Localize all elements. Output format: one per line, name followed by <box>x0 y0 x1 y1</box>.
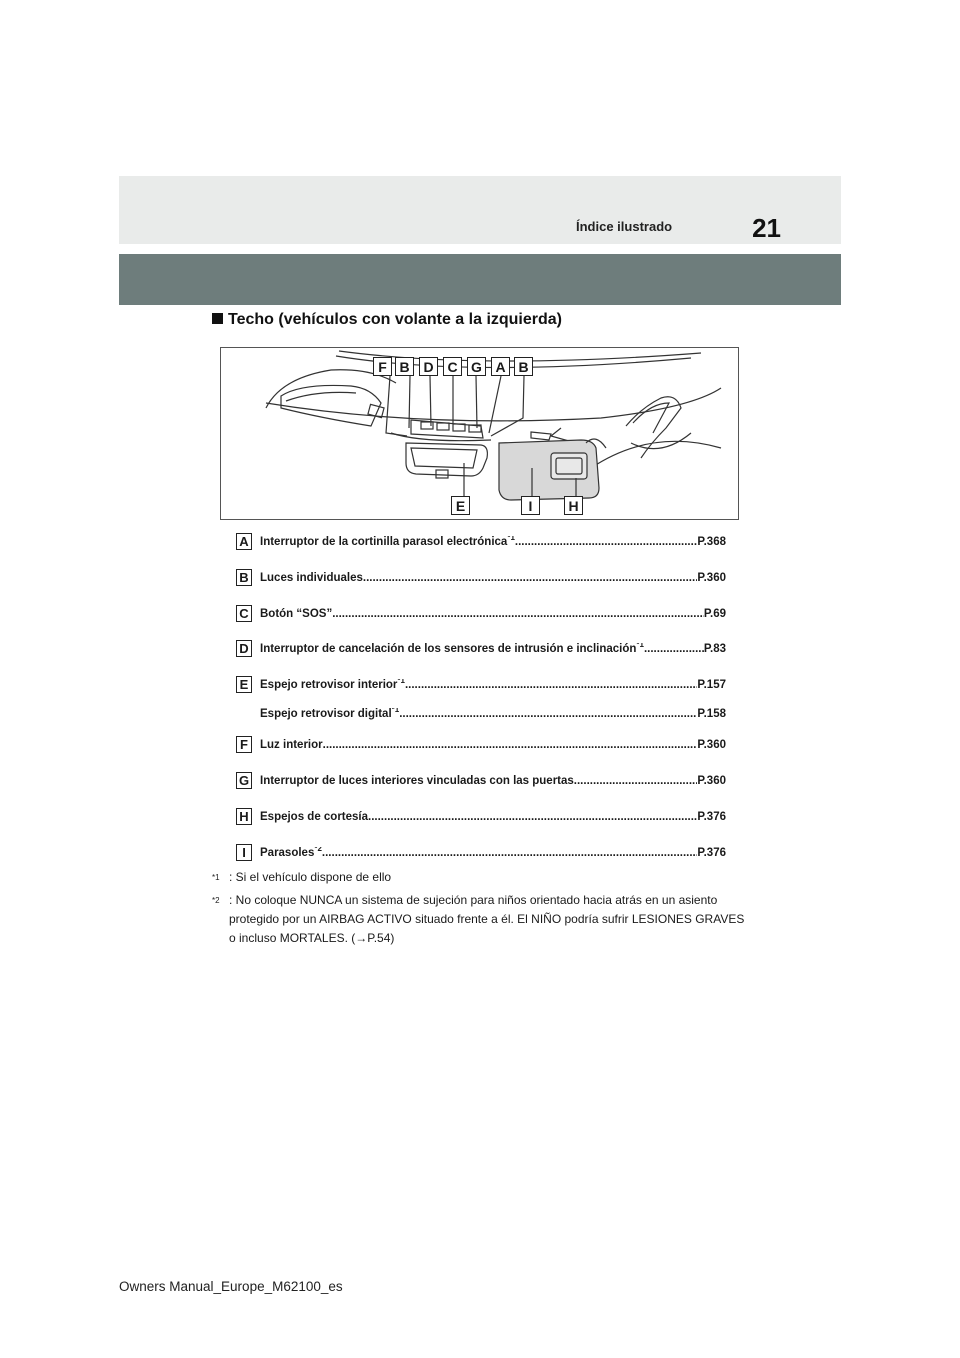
section-heading <box>212 311 562 329</box>
callout-F: F <box>373 357 392 376</box>
legend-item-a <box>236 533 726 553</box>
legend-item-b <box>236 569 726 589</box>
page-reference: P.69 <box>703 608 726 620</box>
legend-label: Interruptor de la cortinilla parasol electrónica$^{*1}$ ..... P.368 <box>260 536 726 548</box>
legend-badge: F <box>236 736 252 753</box>
legend-item-e <box>236 676 726 696</box>
callout-B: B <box>395 357 414 376</box>
page-reference: P.368 <box>697 536 726 548</box>
legend-label: Botón “SOS” ..... P.69 <box>260 608 726 620</box>
page-reference: P.376 <box>697 811 726 823</box>
legend-item-g <box>236 772 726 792</box>
callout-H: H <box>564 496 583 515</box>
callout-E: E <box>451 496 470 515</box>
roof-illustration <box>220 347 739 520</box>
footer-text: Owners Manual_Europe_M62100_es <box>119 1279 343 1294</box>
square-bullet-icon <box>212 313 223 324</box>
legend-badge: D <box>236 640 252 657</box>
legend-label: Espejos de cortesía ..... P.376 <box>260 811 726 823</box>
callout-C: C <box>443 357 462 376</box>
legend-label: Espejo retrovisor interior$^{*1}$ ..... P.157 <box>260 679 726 691</box>
callout-G: G <box>467 357 486 376</box>
legend-badge: I <box>236 844 252 861</box>
callout-B-2: B <box>514 357 533 376</box>
legend-label: Espejo retrovisor digital$^{*1}$ ..... P.158 <box>260 708 726 720</box>
legend-label: Interruptor de luces interiores vinculadas con las puertas ..... P.360 <box>260 775 726 787</box>
page-reference: P.83 <box>703 643 726 655</box>
legend-item-h <box>236 808 726 828</box>
legend-item-i <box>236 844 726 864</box>
page-reference: P.360 <box>697 775 726 787</box>
legend-badge: B <box>236 569 252 586</box>
legend-item-d <box>236 640 726 660</box>
page-reference: P.158 <box>697 708 726 720</box>
heading-text: Techo (vehículos con volante a la izquierda) <box>228 311 562 328</box>
section-title: Índice ilustrado <box>576 219 673 234</box>
legend-label: Parasoles$^{*2}$ ..... P.376 <box>260 847 726 859</box>
legend-badge: A <box>236 533 252 550</box>
legend-label: Luces individuales ..... P.360 <box>260 572 726 584</box>
page-reference: P.157 <box>697 679 726 691</box>
legend-badge: E <box>236 676 252 693</box>
callout-I: I <box>521 496 540 515</box>
legend-item-e-digital <box>236 705 726 725</box>
callout-A: A <box>491 357 510 376</box>
callout-D: D <box>419 357 438 376</box>
page-reference: P.360 <box>697 739 726 751</box>
section-banner <box>119 254 841 305</box>
page-reference: P.360 <box>697 572 726 584</box>
page-number: 21 <box>752 213 781 243</box>
legend-badge: C <box>236 605 252 622</box>
legend-label: Luz interior ..... P.360 <box>260 739 726 751</box>
legend-badge: H <box>236 808 252 825</box>
legend-label: Interruptor de cancelación de los sensores de intrusión e inclinación$^{*1}$ ..... P.83 <box>260 643 726 655</box>
legend-item-f <box>236 736 726 756</box>
legend-badge: G <box>236 772 252 789</box>
page-reference: P.376 <box>697 847 726 859</box>
legend-item-c <box>236 605 726 625</box>
